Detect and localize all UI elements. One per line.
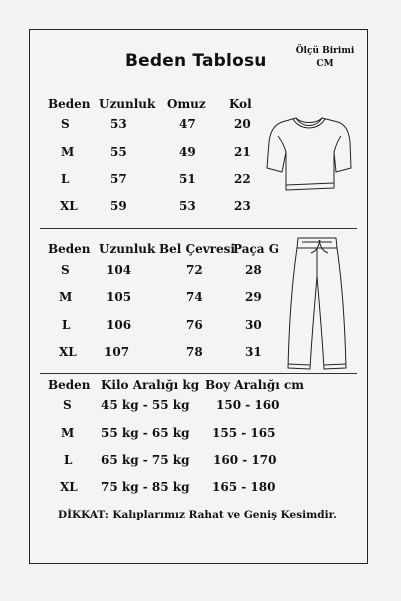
- weight-header-size: Beden: [48, 378, 91, 392]
- pants-row-4-waist: 78: [186, 345, 203, 359]
- pants-header-size: Beden: [48, 242, 91, 256]
- top-header-size: Beden: [48, 97, 91, 111]
- top-header-shoulder: Omuz: [167, 97, 206, 111]
- pants-row-2-hem: 29: [245, 290, 262, 304]
- unit-label: [290, 45, 360, 71]
- pants-header-length: Uzunluk: [99, 242, 156, 256]
- top-row-2-size: M: [61, 145, 75, 159]
- top-row-2-sleeve: 21: [234, 145, 251, 159]
- weight-row-4-size: XL: [60, 480, 78, 494]
- pants-header-waist: Bel Çevresi: [159, 242, 235, 256]
- pants-header-hem: Paça G: [233, 242, 279, 256]
- chart-title: Beden Tablosu: [125, 51, 267, 71]
- top-row-1-size: S: [61, 117, 70, 131]
- pants-row-2-size: M: [59, 290, 73, 304]
- unit-label-text: Ölçü Birimi: [295, 46, 355, 56]
- section-divider-2: [40, 373, 357, 374]
- top-row-3-length: 57: [110, 172, 127, 186]
- section-divider-1: [40, 228, 357, 229]
- top-row-1-sleeve: 20: [234, 117, 251, 131]
- pants-row-1-length: 104: [106, 263, 132, 277]
- top-row-4-sleeve: 23: [234, 199, 251, 213]
- top-row-2-shoulder: 49: [179, 145, 196, 159]
- top-row-3-sleeve: 22: [234, 172, 251, 186]
- pants-illustration-icon: [286, 232, 348, 372]
- top-row-2-length: 55: [110, 145, 127, 159]
- weight-header-weight: Kilo Aralığı kg: [101, 378, 200, 392]
- tshirt-illustration-icon: [266, 112, 352, 196]
- unit-value-text: CM: [316, 59, 334, 69]
- weight-row-2-size: M: [61, 426, 75, 440]
- fit-notice: DİKKAT: Kalıplarımız Rahat ve Geniş Kesimdir.: [58, 509, 337, 521]
- pants-row-1-waist: 72: [186, 263, 203, 277]
- pants-row-3-waist: 76: [186, 318, 203, 332]
- weight-row-4-height: 165 - 180: [212, 480, 276, 494]
- weight-row-2-height: 155 - 165: [212, 426, 276, 440]
- weight-row-3-weight: 65 kg - 75 kg: [101, 453, 190, 467]
- weight-header-height: Boy Aralığı cm: [205, 378, 304, 392]
- pants-row-3-size: L: [62, 318, 71, 332]
- pants-row-4-length: 107: [104, 345, 130, 359]
- top-row-3-shoulder: 51: [179, 172, 196, 186]
- pants-row-1-size: S: [61, 263, 70, 277]
- pants-row-4-hem: 31: [245, 345, 262, 359]
- pants-row-2-waist: 74: [186, 290, 203, 304]
- top-header-length: Uzunluk: [99, 97, 156, 111]
- top-row-4-shoulder: 53: [179, 199, 196, 213]
- pants-row-3-length: 106: [106, 318, 132, 332]
- top-row-3-size: L: [61, 172, 70, 186]
- pants-row-3-hem: 30: [245, 318, 262, 332]
- top-row-1-length: 53: [110, 117, 127, 131]
- top-row-4-size: XL: [60, 199, 78, 213]
- weight-row-4-weight: 75 kg - 85 kg: [101, 480, 190, 494]
- weight-row-1-height: 150 - 160: [216, 398, 280, 412]
- top-header-sleeve: Kol: [229, 97, 252, 111]
- top-row-1-shoulder: 47: [179, 117, 196, 131]
- top-row-4-length: 59: [110, 199, 127, 213]
- weight-row-3-height: 160 - 170: [213, 453, 277, 467]
- pants-row-1-hem: 28: [245, 263, 262, 277]
- weight-row-1-size: S: [63, 398, 72, 412]
- pants-row-2-length: 105: [106, 290, 132, 304]
- weight-row-3-size: L: [64, 453, 73, 467]
- pants-row-4-size: XL: [59, 345, 77, 359]
- weight-row-1-weight: 45 kg - 55 kg: [101, 398, 190, 412]
- weight-row-2-weight: 55 kg - 65 kg: [101, 426, 190, 440]
